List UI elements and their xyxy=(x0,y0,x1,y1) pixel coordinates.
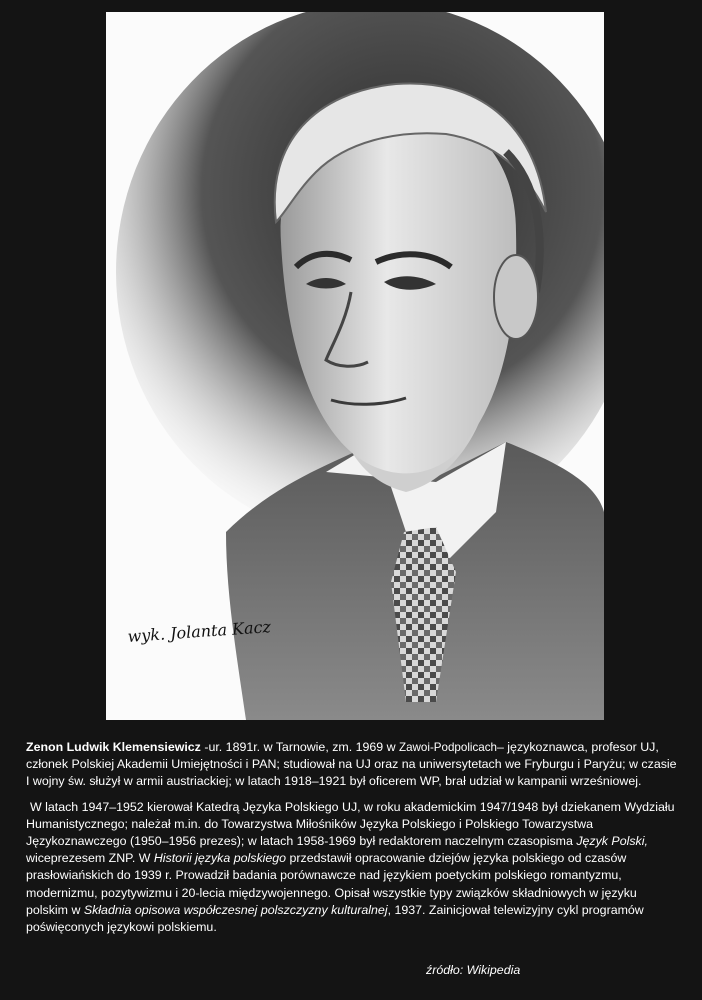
bio-paragraph-2: W latach 1947–1952 kierował Katedrą Języka Polskiego UJ, w roku akademickim 1947/1948 był dziekanem Wydziału Humanistycznego; należał m.in. do Towarzystwa Miłośników Języka Polskiego i Polskiego Towarzystwa Językoznawczego (1950–1956 prezes); w latach 1958-1969 był redaktorem naczelnym czasopisma Język Polski, wiceprezesem ZNP. W Historii języka polskiego przedstawił opracowanie dziejów języka polskiego od czasów prasłowiańskich do 1939 r. Prowadził badania porównawcze nad językiem poetyckim polskiego romantyzmu, modernizmu, pozytywizmu i 20-lecia międzywojennego. Opisał wszystkie typy związków składniowych w języku polskim w Składnia opisowa współczesnej polszczyzny kulturalnej, 1937. Zainicjował telewizyjny cykl programów poświęconych językowi polskiemu. xyxy=(26,799,675,935)
artist-signature: wyk. Jolanta Kacz xyxy=(126,617,272,646)
person-name: Zenon Ludwik Klemensiewicz xyxy=(26,740,201,754)
portrait-drawing xyxy=(106,12,604,720)
portrait-sketch xyxy=(106,12,604,720)
ear xyxy=(494,255,538,339)
biography-text xyxy=(26,739,682,936)
source-credit: źródło: Wikipedia xyxy=(426,963,521,977)
bio-paragraph-1: Zenon Ludwik Klemensiewicz -ur. 1891r. w Tarnowie, zm. 1969 w Zawoi-Podpolicach– językoznawca, profesor UJ, członek Polskiej Akademii Umiejętności i PAN; studiował na UJ oraz na uniwersytetach we Fryburgu i Paryżu; w czasie I wojny św. służył w armii austriackiej; w latach 1918–1921 był oficerem WP, brał udział w kampanii wrześniowej. xyxy=(26,740,677,789)
